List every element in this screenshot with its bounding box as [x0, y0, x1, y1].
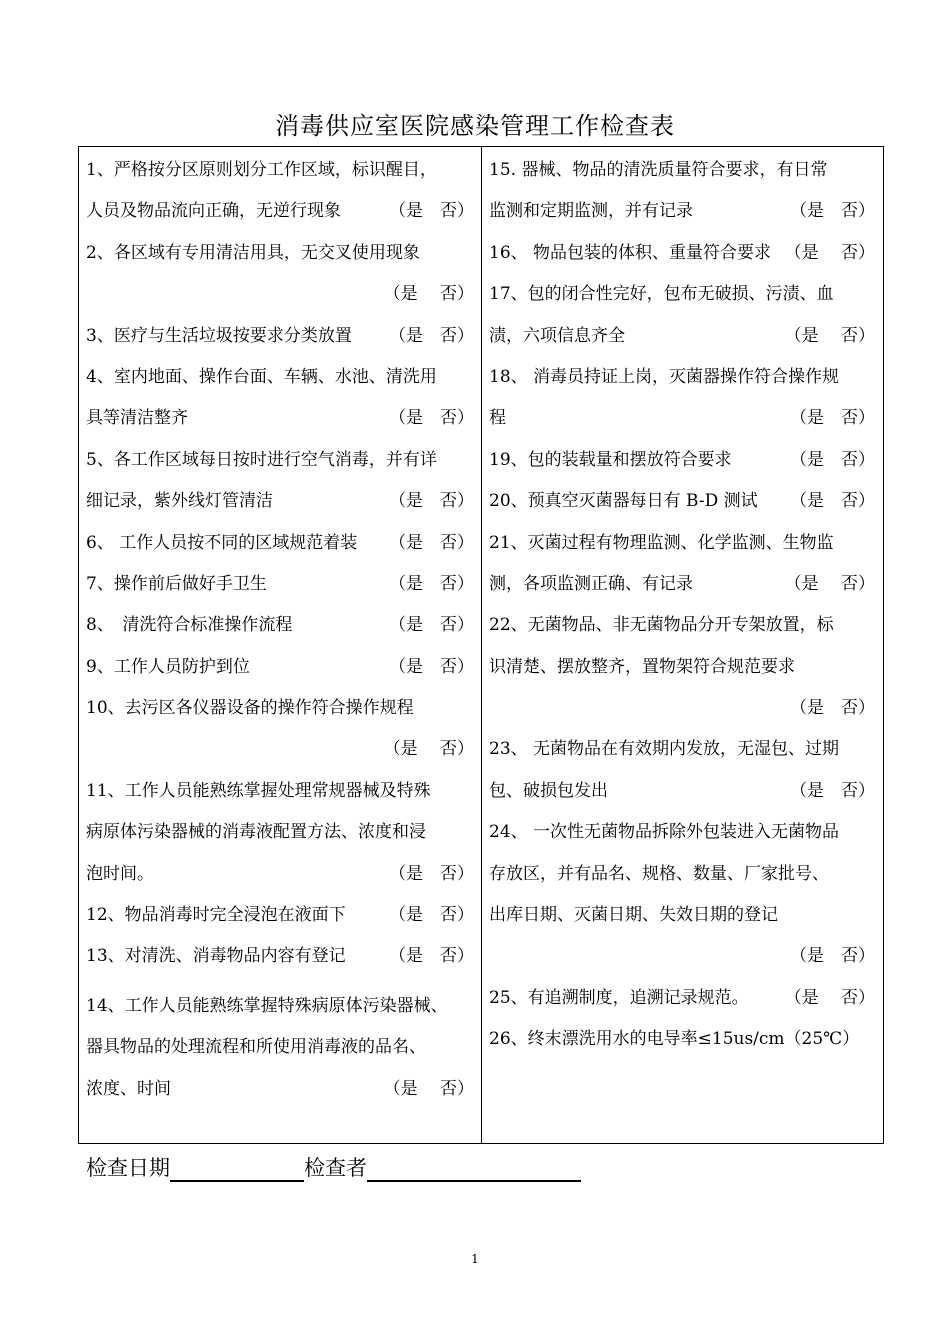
checklist-line	[86, 233, 478, 274]
checklist-item-text: 18、 消毒员持证上岗，灭菌器操作符合操作规	[489, 366, 840, 387]
checklist-line	[489, 316, 879, 357]
checklist-line	[489, 688, 879, 729]
checklist-item-text: 1、严格按分区原则划分工作区域，标识醒目，	[86, 160, 437, 180]
yes-no-choice[interactable]: （是 否）	[790, 491, 875, 512]
checklist-item-text: 13、对清洗、消毒物品内容有登记	[86, 946, 346, 967]
checklist-line	[86, 357, 478, 398]
checklist-item-text: 26、终末漂洗用水的电导率≤15us/cm（25℃）	[489, 1029, 860, 1050]
checklist-line	[489, 564, 879, 605]
checklist-item-text: 20、预真空灭菌器每日有 B-D 测试	[489, 491, 758, 512]
checklist-item-text: 4、室内地面、操作台面、车辆、水池、清洗用	[86, 366, 437, 387]
checklist-item-text: 8、 清洗符合标准操作流程	[86, 615, 293, 636]
checklist-item-text: 病原体污染器械的消毒液配置方法、浓度和浸	[86, 822, 426, 843]
checklist-item-text: 渍，六项信息齐全	[489, 325, 625, 346]
checklist-item-text: 5、各工作区域每日按时进行空气消毒，并有详	[86, 449, 437, 470]
yes-no-choice[interactable]: （是 否）	[389, 656, 474, 677]
page-number: 1	[471, 1252, 479, 1266]
yes-no-choice[interactable]: （是 否）	[389, 325, 474, 346]
checklist-item-text: 22、无菌物品、非无菌物品分开专架放置，标	[489, 615, 834, 636]
yes-no-choice[interactable]: （是 否）	[389, 532, 474, 553]
checklist-line	[86, 398, 478, 439]
yes-no-choice[interactable]: （是 否）	[784, 573, 875, 594]
signature-row	[86, 1152, 581, 1182]
checklist-item-text: 17、包的闭合性完好，包布无破损、污渍、血	[489, 284, 834, 305]
checklist-line	[489, 357, 879, 398]
yes-no-choice[interactable]: （是 否）	[790, 780, 875, 801]
checklist-item-text: 人员及物品流向正确，无逆行现象	[86, 201, 341, 222]
checklist-line	[489, 398, 879, 439]
checklist-line	[86, 150, 478, 191]
checklist-item-text: 出库日期、灭菌日期、失效日期的登记	[489, 905, 778, 926]
yes-no-choice[interactable]: （是 否）	[383, 739, 474, 760]
yes-no-choice[interactable]: （是 否）	[790, 946, 875, 967]
yes-no-choice[interactable]: （是 否）	[389, 863, 474, 884]
yes-no-choice[interactable]: （是 否）	[784, 325, 875, 346]
yes-no-choice[interactable]: （是 否）	[790, 698, 875, 719]
checklist-item-text: 11、工作人员能熟练掌握处理常规器械及特殊	[86, 780, 431, 801]
checklist-line	[86, 895, 478, 936]
checklist-line	[489, 936, 879, 977]
checklist-line	[489, 481, 879, 522]
checklist-item-text: 16、 物品包装的体积、重量符合要求	[489, 242, 772, 263]
checklist-item-text: 14、工作人员能熟练掌握特殊病原体污染器械、	[86, 995, 448, 1016]
checklist-line	[86, 729, 478, 770]
left-column	[86, 150, 478, 1110]
yes-no-choice[interactable]: （是 否）	[389, 573, 474, 594]
yes-no-choice[interactable]: （是 否）	[784, 242, 875, 263]
checklist-line	[489, 854, 879, 895]
checklist-item-text: 9、工作人员防护到位	[86, 656, 250, 677]
checklist-line	[489, 274, 879, 315]
checklist-line	[489, 605, 879, 646]
yes-no-choice[interactable]: （是 否）	[383, 1078, 474, 1099]
checklist-item-text: 15. 器械、物品的清洗质量符合要求，有日常	[489, 160, 828, 180]
inspector-field[interactable]	[367, 1152, 581, 1182]
checklist-line	[86, 688, 478, 729]
checklist-item-text: 21、灭菌过程有物理监测、化学监测、生物监	[489, 532, 834, 553]
inspection-date-field[interactable]	[170, 1152, 304, 1182]
checklist-line	[489, 771, 879, 812]
column-divider	[481, 146, 482, 1144]
checklist-line	[489, 1019, 879, 1060]
checklist-line	[86, 986, 478, 1027]
checklist-item-text: 器具物品的处理流程和所使用消毒液的品名、	[86, 1037, 426, 1058]
checklist-line	[86, 854, 478, 895]
checklist-item-text: 细记录，紫外线灯管清洁	[86, 491, 273, 512]
checklist-line	[489, 978, 879, 1019]
checklist-item-text: 具等清洁整齐	[86, 408, 188, 429]
checklist-item-text: 程	[489, 408, 506, 429]
checklist-line	[86, 812, 478, 853]
checklist-item-text: 2、各区域有专用清洁用具，无交叉使用现象	[86, 242, 420, 263]
yes-no-choice[interactable]: （是 否）	[383, 284, 474, 305]
checklist-item-text: 7、操作前后做好手卫生	[86, 573, 267, 594]
checklist-line	[489, 812, 879, 853]
right-column	[489, 150, 879, 1061]
checklist-line	[86, 647, 478, 688]
checklist-line	[86, 605, 478, 646]
yes-no-choice[interactable]: （是 否）	[389, 905, 474, 926]
checklist-item-text: 10、去污区各仪器设备的操作符合操作规程	[86, 698, 414, 719]
checklist-line	[489, 647, 879, 688]
yes-no-choice[interactable]: （是 否）	[389, 408, 474, 429]
checklist-line	[489, 895, 879, 936]
checklist-line	[86, 481, 478, 522]
checklist-item-text: 测，各项监测正确、有记录	[489, 573, 693, 594]
checklist-item-text: 12、物品消毒时完全浸泡在液面下	[86, 905, 346, 926]
checklist-line	[86, 936, 478, 977]
checklist-line	[86, 523, 478, 564]
yes-no-choice[interactable]: （是 否）	[389, 615, 474, 636]
checklist-item-text: 识清楚、摆放整齐，置物架符合规范要求	[489, 656, 795, 677]
checklist-line	[86, 191, 478, 232]
checklist-item-text: 19、包的装载量和摆放符合要求	[489, 449, 732, 470]
checklist-item-text: 3、医疗与生活垃圾按要求分类放置	[86, 325, 352, 346]
checklist-line	[86, 316, 478, 357]
page-title: 消毒供应室医院感染管理工作检查表	[275, 112, 675, 140]
inspector-label: 检查者	[304, 1156, 367, 1180]
yes-no-choice[interactable]: （是 否）	[790, 201, 875, 222]
checklist-line	[489, 191, 879, 232]
checklist-line	[86, 274, 478, 315]
checklist-line	[489, 233, 879, 274]
yes-no-choice[interactable]: （是 否）	[784, 987, 875, 1008]
yes-no-choice[interactable]: （是 否）	[389, 201, 474, 222]
checklist-item-text: 包、破损包发出	[489, 780, 608, 801]
checklist-line	[489, 729, 879, 770]
checklist-line	[489, 150, 879, 191]
checklist-item-text: 25、有追溯制度，追溯记录规范。	[489, 987, 749, 1008]
checklist-item-text: 23、 无菌物品在有效期内发放，无湿包、过期	[489, 739, 840, 760]
yes-no-choice[interactable]: （是 否）	[389, 946, 474, 967]
yes-no-choice[interactable]: （是 否）	[790, 408, 875, 429]
checklist-item-text: 24、 一次性无菌物品拆除外包装进入无菌物品	[489, 822, 840, 843]
checklist-line	[86, 564, 478, 605]
checklist-line	[86, 1069, 478, 1110]
checklist-line	[489, 440, 879, 481]
checklist-line	[489, 523, 879, 564]
yes-no-choice[interactable]: （是 否）	[790, 449, 875, 470]
checklist-item-text: 存放区，并有品名、规格、数量、厂家批号、	[489, 863, 829, 884]
checklist-line	[86, 771, 478, 812]
row-spacer	[86, 978, 478, 986]
checklist-item-text: 浓度、时间	[86, 1078, 171, 1099]
checklist-item-text: 6、 工作人员按不同的区域规范着装	[86, 532, 358, 553]
checklist-item-text: 泡时间。	[86, 863, 154, 884]
checklist-item-text: 监测和定期监测，并有记录	[489, 201, 693, 222]
checklist-line	[86, 1027, 478, 1068]
yes-no-choice[interactable]: （是 否）	[389, 491, 474, 512]
inspection-date-label: 检查日期	[86, 1156, 170, 1180]
checklist-line	[86, 440, 478, 481]
